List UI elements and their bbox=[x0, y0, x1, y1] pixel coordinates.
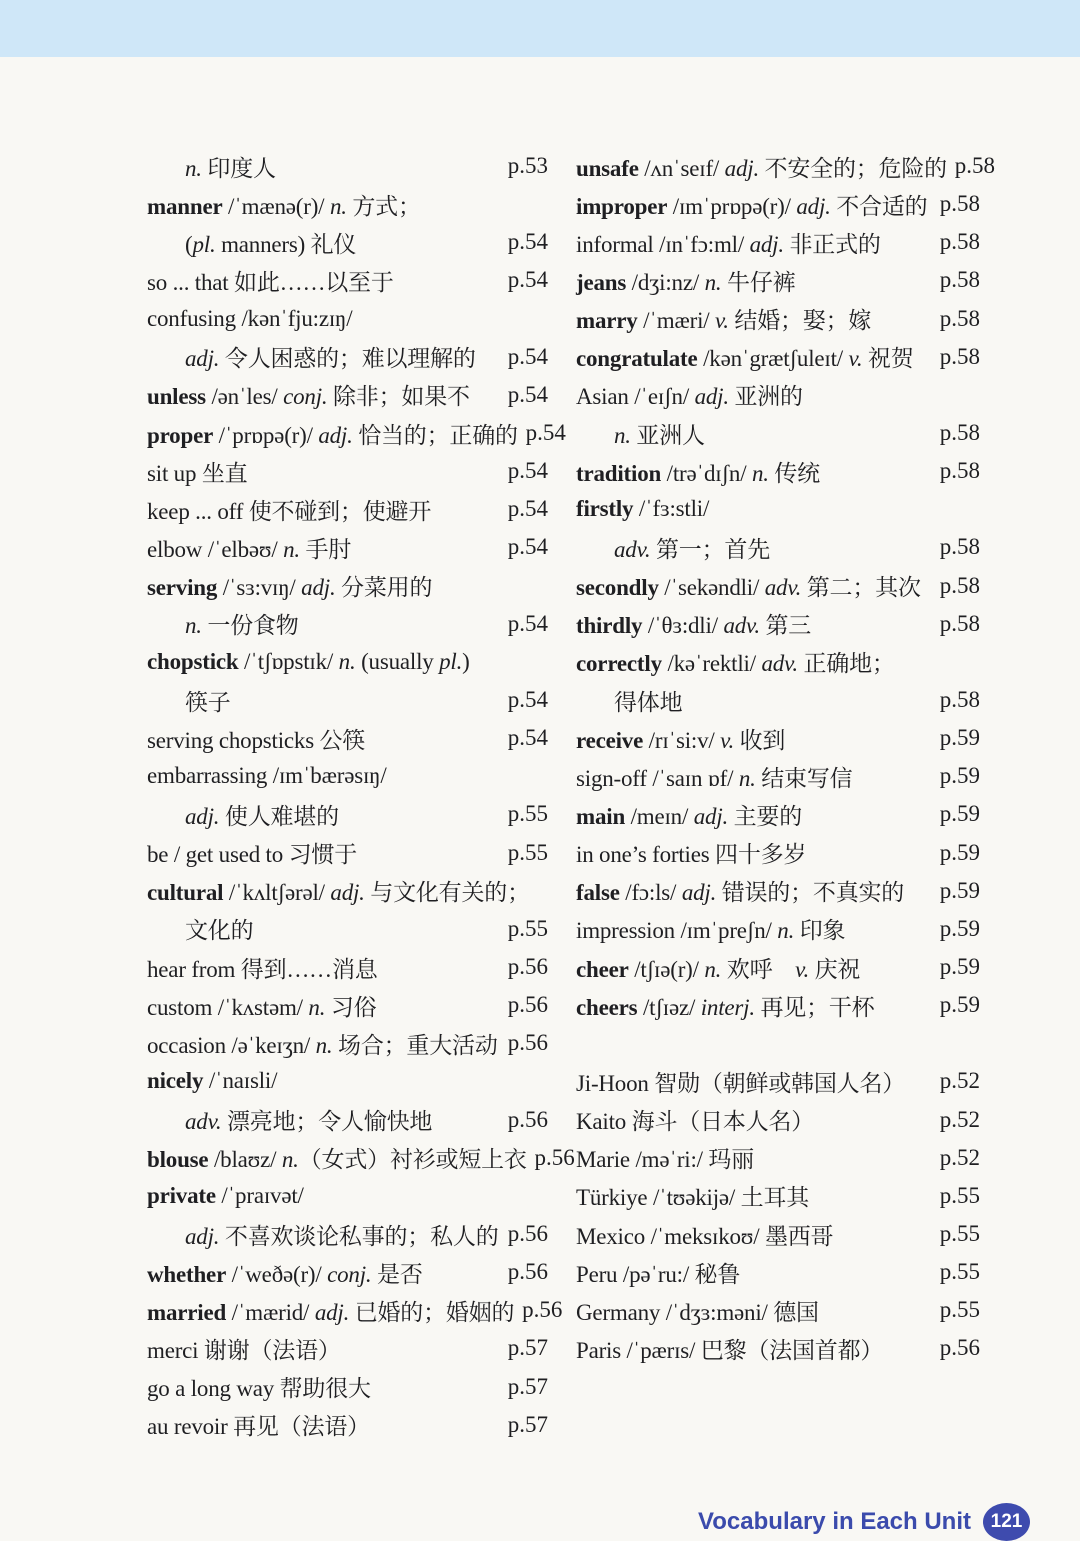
vocab-entry-line bbox=[147, 719, 548, 757]
vocab-entry-line bbox=[576, 1177, 980, 1215]
page-ref: p.52 bbox=[939, 1144, 980, 1170]
entry-text: thirdly /ˈθɜ:dli/ adv. 第三 bbox=[576, 613, 812, 639]
page-ref: p.59 bbox=[939, 877, 980, 903]
page-ref: p.58 bbox=[939, 534, 980, 560]
page-ref: p.56 bbox=[507, 1259, 548, 1285]
vocab-entry-line bbox=[576, 1215, 980, 1253]
page-ref: p.54 bbox=[507, 534, 548, 560]
page-ref: p.59 bbox=[939, 839, 980, 865]
entry-text: secondly /ˈsekəndli/ adv. 第二；其次 bbox=[576, 575, 921, 601]
vocab-entry-line bbox=[147, 1368, 548, 1406]
entry-text: n. 亚洲人 bbox=[614, 422, 705, 448]
entry-text: Kaito 海斗（日本人名） bbox=[576, 1109, 815, 1135]
vocab-entry-line bbox=[147, 452, 548, 490]
page-ref: p.59 bbox=[939, 801, 980, 827]
entry-text: 文化的 bbox=[185, 918, 254, 944]
page-number: 121 bbox=[990, 1511, 1023, 1532]
entry-text: Asian /ˈeɪʃn/ adj. 亚洲的 bbox=[576, 384, 803, 410]
entry-text: be / get used to 习惯于 bbox=[147, 842, 357, 868]
page-ref: p.54 bbox=[507, 458, 548, 484]
entry-text: informal /ɪnˈfɔ:ml/ adj. 非正式的 bbox=[576, 231, 881, 257]
page-ref: p.59 bbox=[939, 954, 980, 980]
vocab-entry-line bbox=[576, 795, 980, 833]
vocab-entry-line bbox=[576, 605, 980, 643]
vocab-entry-line bbox=[147, 1291, 563, 1329]
vocab-entry-line bbox=[147, 795, 548, 833]
page-ref: p.53 bbox=[507, 153, 548, 179]
entry-text: receive /rɪˈsi:v/ v. 收到 bbox=[576, 727, 786, 753]
page-ref: p.57 bbox=[507, 1373, 548, 1399]
entry-text: tradition /trəˈdɪʃn/ n. 传统 bbox=[576, 460, 820, 486]
vocab-entry-line bbox=[147, 1139, 575, 1177]
vocab-entry-line bbox=[576, 757, 980, 795]
vocab-entry-line bbox=[576, 834, 980, 872]
page-ref: p.56 bbox=[507, 1106, 548, 1132]
entry-text: au revoir 再见（法语） bbox=[147, 1414, 370, 1440]
entry-text: married /ˈmærid/ adj. 已婚的；婚姻的 bbox=[147, 1299, 515, 1325]
entry-text: cultural /ˈkʌltʃərəl/ adj. 与文化有关的； bbox=[147, 880, 530, 906]
entry-text: jeans /dʒi:nz/ n. 牛仔裤 bbox=[576, 269, 796, 295]
entry-text: Türkiye /ˈtʊəkijə/ 土耳其 bbox=[576, 1185, 810, 1211]
entry-text: merci 谢谢（法语） bbox=[147, 1337, 341, 1363]
vocab-entry-line bbox=[147, 567, 548, 605]
vocab-entry-line bbox=[147, 414, 566, 452]
vocab-entry-line bbox=[576, 528, 980, 566]
page-ref: p.56 bbox=[522, 1297, 563, 1323]
page-ref: p.58 bbox=[939, 610, 980, 636]
entry-text: adv. 第一；首先 bbox=[614, 536, 771, 562]
vocab-entry-line bbox=[147, 147, 548, 185]
page-ref: p.59 bbox=[939, 725, 980, 751]
page-ref: p.59 bbox=[939, 763, 980, 789]
vocab-entry-line bbox=[576, 1139, 980, 1177]
entry-text: nicely /ˈnaɪsli/ bbox=[147, 1068, 278, 1094]
entry-text: proper /ˈprɒpə(r)/ adj. 恰当的；正确的 bbox=[147, 422, 518, 448]
vocab-entry-line bbox=[576, 185, 980, 223]
vocab-entry-line bbox=[576, 1253, 980, 1291]
header-band bbox=[0, 0, 1080, 57]
entry-text: (pl. manners) 礼仪 bbox=[185, 231, 357, 257]
page-ref: p.58 bbox=[939, 687, 980, 713]
page-ref: p.55 bbox=[939, 1297, 980, 1323]
page-ref: p.56 bbox=[507, 992, 548, 1018]
page-content bbox=[0, 57, 1080, 1535]
entry-text: adv. 漂亮地；令人愉快地 bbox=[185, 1109, 433, 1135]
spacer-line bbox=[576, 1024, 980, 1062]
vocab-entry-line bbox=[147, 1062, 548, 1100]
entry-text: Paris /ˈpærɪs/ 巴黎（法国首都） bbox=[576, 1337, 884, 1363]
vocab-column-right bbox=[576, 147, 995, 1368]
entry-text: main /meɪn/ adj. 主要的 bbox=[576, 803, 803, 829]
page-footer bbox=[0, 1503, 1030, 1541]
vocab-entry-line bbox=[147, 261, 548, 299]
entry-text: unless /ənˈles/ conj. 除非；如果不 bbox=[147, 384, 470, 410]
page-ref: p.54 bbox=[507, 343, 548, 369]
vocab-entry-line bbox=[576, 452, 980, 490]
vocab-entry-line bbox=[576, 567, 980, 605]
vocab-entry-line bbox=[576, 1101, 980, 1139]
page-ref: p.58 bbox=[939, 458, 980, 484]
vocab-entry-line bbox=[147, 757, 548, 795]
vocab-entry-line bbox=[147, 1177, 548, 1215]
vocab-entry-line bbox=[576, 223, 980, 261]
vocab-entry-line bbox=[147, 1329, 548, 1367]
entry-text: 筷子 bbox=[185, 689, 231, 715]
vocab-entry-line bbox=[576, 1291, 980, 1329]
entry-text: adj. 令人困惑的；难以理解的 bbox=[185, 346, 476, 372]
page-ref: p.58 bbox=[939, 343, 980, 369]
page-ref: p.55 bbox=[939, 1259, 980, 1285]
page-ref: p.56 bbox=[507, 954, 548, 980]
vocab-entry-line bbox=[147, 1253, 548, 1291]
entry-text: Germany /ˈdʒɜ:məni/ 德国 bbox=[576, 1299, 819, 1325]
vocab-entry-line bbox=[147, 223, 548, 261]
vocab-entry-line bbox=[147, 1406, 548, 1444]
entry-text: unsafe /ʌnˈseɪf/ adj. 不安全的；危险的 bbox=[576, 155, 947, 181]
vocab-entry-line bbox=[576, 681, 980, 719]
entry-text: congratulate /kənˈgrætʃuleɪt/ v. 祝贺 bbox=[576, 346, 914, 372]
vocab-entry-line bbox=[147, 1024, 548, 1062]
page-ref: p.56 bbox=[534, 1144, 575, 1170]
vocab-entry-line bbox=[147, 185, 548, 223]
page-ref: p.54 bbox=[507, 687, 548, 713]
entry-text: embarrassing /ɪmˈbærəsɪŋ/ bbox=[147, 763, 387, 789]
page-ref: p.58 bbox=[939, 305, 980, 331]
page-ref: p.58 bbox=[939, 572, 980, 598]
vocab-entry-line bbox=[576, 872, 980, 910]
page-ref: p.55 bbox=[507, 915, 548, 941]
entry-text: Ji-Hoon 智勋（朝鲜或韩国人名） bbox=[576, 1070, 906, 1096]
vocab-entry-line bbox=[576, 338, 980, 376]
vocab-entry-line bbox=[147, 376, 548, 414]
vocab-entry-line bbox=[147, 605, 548, 643]
vocab-entry-line bbox=[147, 1215, 548, 1253]
vocab-entry-line bbox=[576, 300, 980, 338]
entry-text: n. 印度人 bbox=[185, 155, 276, 181]
entry-text: sit up 坐直 bbox=[147, 460, 248, 486]
page-ref: p.55 bbox=[939, 1221, 980, 1246]
vocab-entry-line bbox=[576, 1062, 980, 1100]
page-ref: p.54 bbox=[507, 725, 548, 751]
entry-text: correctly /kəˈrektli/ adv. 正确地； bbox=[576, 651, 895, 677]
vocab-entry-line bbox=[147, 528, 548, 566]
entry-text: in one’s forties 四十多岁 bbox=[576, 842, 807, 868]
vocab-entry-line bbox=[147, 948, 548, 986]
entry-text: adj. 使人难堪的 bbox=[185, 803, 339, 829]
entry-text: whether /ˈweðə(r)/ conj. 是否 bbox=[147, 1261, 423, 1287]
vocab-entry-line bbox=[147, 338, 548, 376]
entry-text: private /ˈpraɪvət/ bbox=[147, 1182, 304, 1208]
page-ref: p.52 bbox=[939, 1106, 980, 1132]
entry-text: firstly /ˈfɜ:stli/ bbox=[576, 496, 710, 522]
entry-text: manner /ˈmænə(r)/ n. 方式； bbox=[147, 193, 421, 219]
page-number-badge bbox=[983, 1503, 1030, 1541]
entry-text: chopstick /ˈtʃɒpstɪk/ n. (usually pl.) bbox=[147, 648, 470, 674]
page-ref: p.55 bbox=[507, 839, 548, 865]
entry-text: cheer /tʃɪə(r)/ n. 欢呼 v. 庆祝 bbox=[576, 956, 861, 982]
vocab-entry-line bbox=[147, 1101, 548, 1139]
entry-text: marry /ˈmæri/ v. 结婚；娶；嫁 bbox=[576, 308, 872, 334]
vocab-column-left bbox=[147, 147, 575, 1444]
entry-text: n. 一份食物 bbox=[185, 613, 299, 639]
entry-text: go a long way 帮助很大 bbox=[147, 1376, 371, 1402]
page-ref: p.54 bbox=[525, 420, 566, 446]
page-ref: p.58 bbox=[939, 229, 980, 255]
entry-text: Marie /məˈri:/ 玛丽 bbox=[576, 1147, 754, 1173]
footer-section-title: Vocabulary in Each Unit bbox=[698, 1508, 971, 1535]
entry-text: 得体地 bbox=[614, 689, 683, 715]
vocab-entry-line bbox=[576, 261, 980, 299]
vocab-entry-line bbox=[147, 643, 548, 681]
vocab-entry-line bbox=[147, 834, 548, 872]
page-ref: p.58 bbox=[939, 420, 980, 446]
vocab-entry-line bbox=[147, 681, 548, 719]
page-ref: p.54 bbox=[507, 381, 548, 407]
entry-text: elbow /ˈelbəʊ/ n. 手肘 bbox=[147, 536, 352, 562]
entry-text: improper /ɪmˈprɒpə(r)/ adj. 不合适的 bbox=[576, 193, 928, 219]
vocab-entry-line bbox=[576, 414, 980, 452]
entry-text: Mexico /ˈmeksɪkoʊ/ 墨西哥 bbox=[576, 1223, 834, 1249]
vocab-entry-line bbox=[576, 948, 980, 986]
vocab-entry-line bbox=[576, 376, 980, 414]
vocab-entry-line bbox=[576, 719, 980, 757]
page-ref: p.58 bbox=[939, 267, 980, 293]
page-ref: p.54 bbox=[507, 496, 548, 522]
page-ref: p.56 bbox=[507, 1030, 548, 1056]
vocab-entry-line bbox=[576, 643, 980, 681]
entry-text: blouse /blaʊz/ n.（女式）衬衫或短上衣 bbox=[147, 1147, 527, 1173]
entry-text: keep ... off 使不碰到；使避开 bbox=[147, 498, 432, 524]
vocab-entry-line bbox=[576, 1329, 980, 1367]
vocab-entry-line bbox=[147, 986, 548, 1024]
entry-text: custom /ˈkʌstəm/ n. 习俗 bbox=[147, 994, 377, 1020]
vocab-entry-line bbox=[147, 872, 548, 910]
page-ref: p.55 bbox=[939, 1182, 980, 1208]
entry-text: false /fɔ:ls/ adj. 错误的；不真实的 bbox=[576, 880, 905, 906]
entry-text: serving chopsticks 公筷 bbox=[147, 727, 366, 753]
page-ref: p.58 bbox=[954, 153, 995, 179]
entry-text: hear from 得到……消息 bbox=[147, 956, 378, 982]
entry-text: cheers /tʃɪəz/ interj. 再见；干杯 bbox=[576, 994, 875, 1020]
vocab-entry-line bbox=[576, 910, 980, 948]
vocab-entry-line bbox=[147, 490, 548, 528]
entry-text: sign-off /ˈsaɪn ɒf/ n. 结束写信 bbox=[576, 765, 853, 791]
vocab-entry-line bbox=[147, 910, 548, 948]
entry-text: impression /ɪmˈpreʃn/ n. 印象 bbox=[576, 918, 846, 944]
vocab-entry-line bbox=[576, 490, 980, 528]
vocab-entry-line bbox=[147, 300, 548, 338]
entry-text: serving /ˈsɜ:vɪŋ/ adj. 分菜用的 bbox=[147, 575, 433, 601]
page-ref: p.54 bbox=[507, 610, 548, 636]
page-ref: p.55 bbox=[507, 801, 548, 827]
page-ref: p.54 bbox=[507, 229, 548, 255]
vocab-entry-line bbox=[576, 147, 995, 185]
page-ref: p.56 bbox=[507, 1221, 548, 1246]
page-ref: p.52 bbox=[939, 1068, 980, 1094]
entry-text: adj. 不喜欢谈论私事的；私人的 bbox=[185, 1223, 499, 1249]
entry-text: confusing /kənˈfju:zɪŋ/ bbox=[147, 305, 353, 331]
page-ref: p.57 bbox=[507, 1335, 548, 1361]
entry-text: occasion /əˈkeɪʒn/ n. 场合；重大活动 bbox=[147, 1032, 498, 1058]
entry-text: so ... that 如此……以至于 bbox=[147, 269, 394, 295]
page-ref: p.59 bbox=[939, 915, 980, 941]
vocab-entry-line bbox=[576, 986, 980, 1024]
page-ref: p.57 bbox=[507, 1411, 548, 1437]
page-ref: p.59 bbox=[939, 992, 980, 1018]
page-ref: p.58 bbox=[939, 191, 980, 217]
page-ref: p.54 bbox=[507, 267, 548, 293]
page-ref: p.56 bbox=[939, 1335, 980, 1361]
entry-text: Peru /pəˈru:/ 秘鲁 bbox=[576, 1261, 741, 1287]
